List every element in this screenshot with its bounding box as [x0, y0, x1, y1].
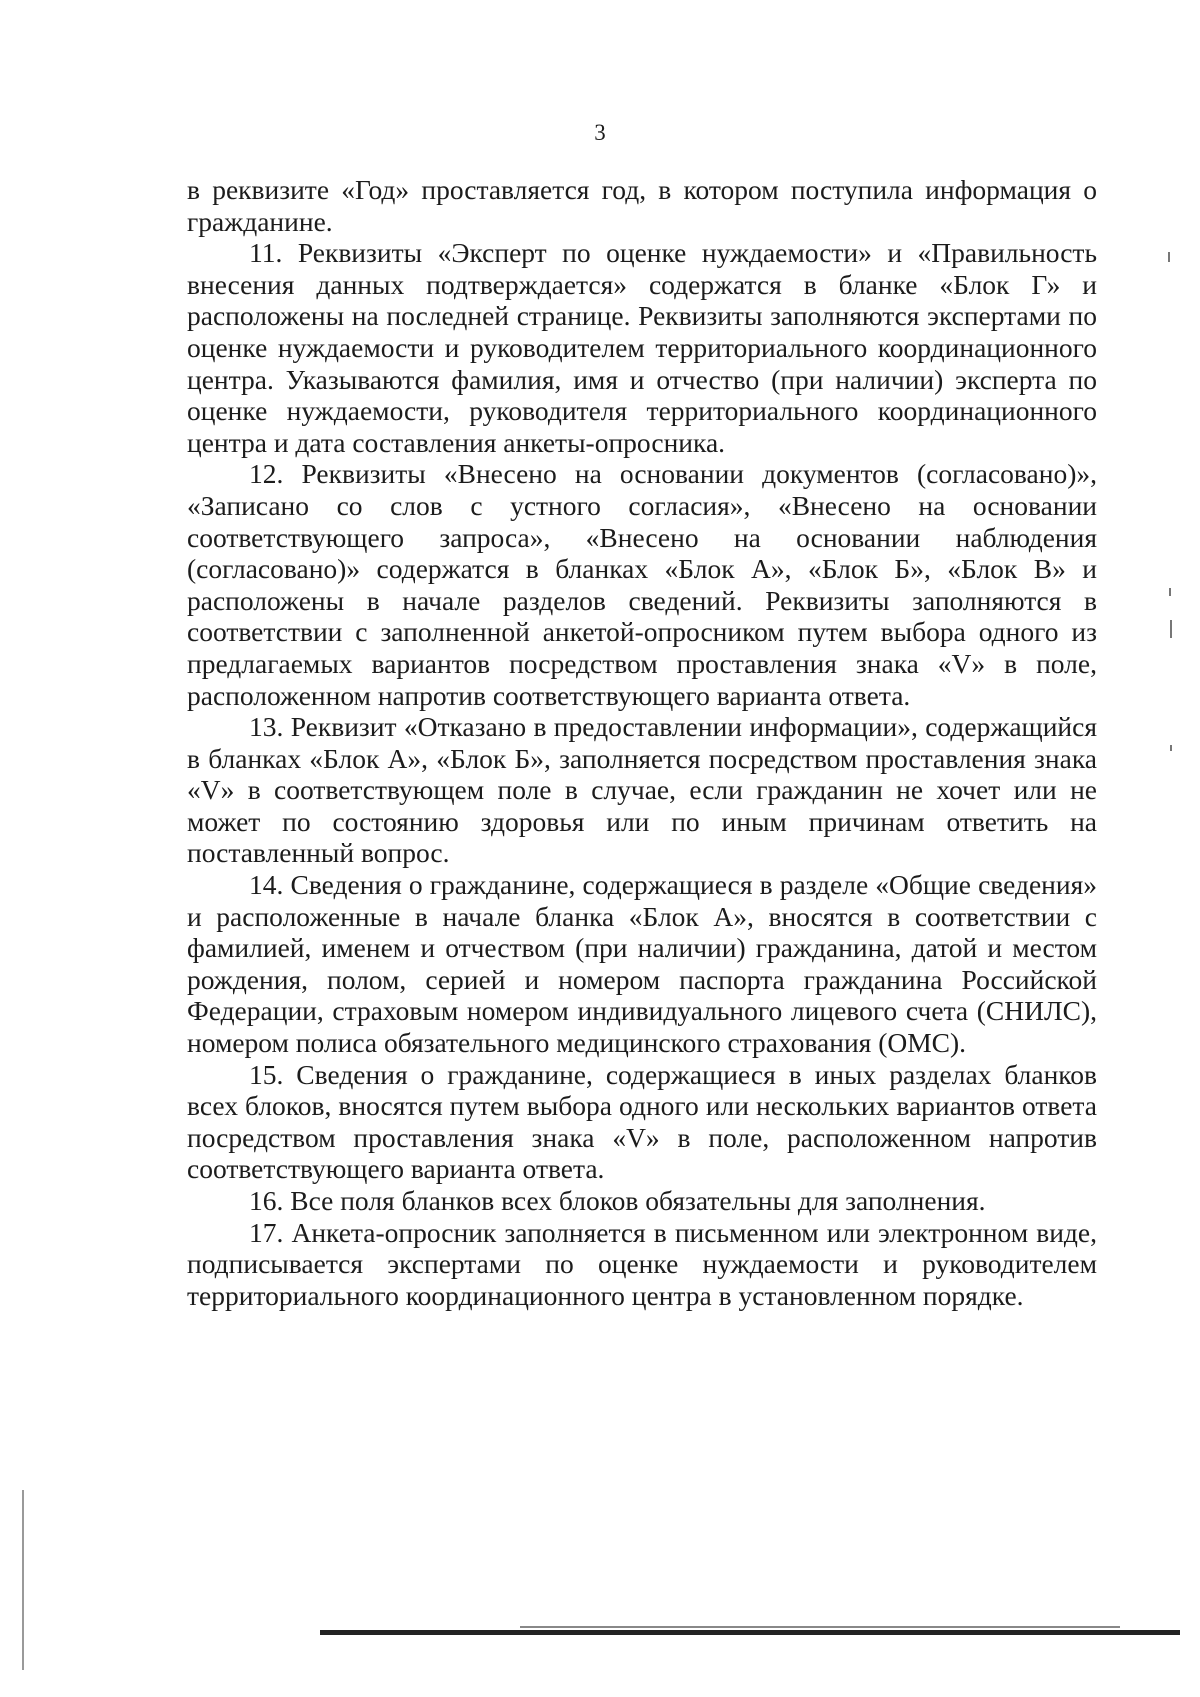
- paragraph-item-12: 12. Реквизиты «Внесено на основании документов (согласовано)», «Записано со слов с устного согласия», «Внесено на основании соответствующего запроса», «Внесено на основании наблюдения (согласовано)» содержатся в бланках «Блок А», «Блок Б», «Блок В» и расположены в начале разделов сведений. Реквизиты заполняются в соответствии с заполненной анкетой-опросником путем выбора одного из предлагаемых вариантов посредством проставления знака «V» в поле, расположенном напротив соответствующего варианта ответа.: [187, 458, 1097, 711]
- paragraph-item-15: 15. Сведения о гражданине, содержащиеся в иных разделах бланков всех блоков, вносятся путем выбора одного или нескольких вариантов ответа посредством проставления знака «V» в поле, расположенном напротив соответствующего варианта ответа.: [187, 1058, 1097, 1185]
- paragraph-item-16: 16. Все поля бланков всех блоков обязательны для заполнения.: [249, 1185, 986, 1216]
- scan-edge-mark: [1170, 620, 1172, 638]
- paragraph-item-13: 13. Реквизит «Отказано в предоставлении информации», содержащийся в бланках «Блок А», «Блок Б», заполняется посредством проставления знака «V» в соответствующем поле в случае, если гражданин не хочет или не может по состоянию здоровья или по иным причинам ответить на поставленный вопрос.: [187, 711, 1097, 869]
- scan-bottom-artifact-faint: [520, 1626, 1120, 1628]
- page-number: 3: [594, 120, 606, 145]
- scan-bottom-artifact: [320, 1630, 1180, 1635]
- paragraph-item-14: 14. Сведения о гражданине, содержащиеся в разделе «Общие сведения» и расположенные в начале бланка «Блок А», вносятся в соответствии с фамилией, именем и отчеством (при наличии) гражданина, датой и местом рождения, полом, серией и номером паспорта гражданина Российской Федерации, страховым номером индивидуального лицевого счета (СНИЛС), номером полиса обязательного медицинского страхования (ОМС).: [187, 869, 1097, 1059]
- scan-margin-artifact: [22, 1490, 24, 1670]
- paragraph-item-11: 11. Реквизиты «Эксперт по оценке нуждаемости» и «Правильность внесения данных подтверждается» содержатся в бланке «Блок Г» и расположены на последней странице. Реквизиты заполняются экспертами по оценке нуждаемости и руководителем территориального координационного центра. Указываются фамилия, имя и отчество (при наличии) эксперта по оценке нуждаемости, руководителя территориального координационного центра и дата составления анкеты-опросника.: [187, 237, 1097, 458]
- scan-edge-mark: [1169, 588, 1171, 596]
- scan-edge-mark: [1168, 252, 1170, 262]
- paragraph-continuation: в реквизите «Год» проставляется год, в котором поступила информация о гражданине.: [187, 174, 1097, 237]
- paragraph-item-17: 17. Анкета-опросник заполняется в письменном или электронном виде, подписывается экспертами по оценке нуждаемости и руководителем территориального координационного центра в установленном порядке.: [187, 1216, 1097, 1311]
- document-body: [187, 174, 1097, 1311]
- scan-edge-mark: [1170, 745, 1172, 751]
